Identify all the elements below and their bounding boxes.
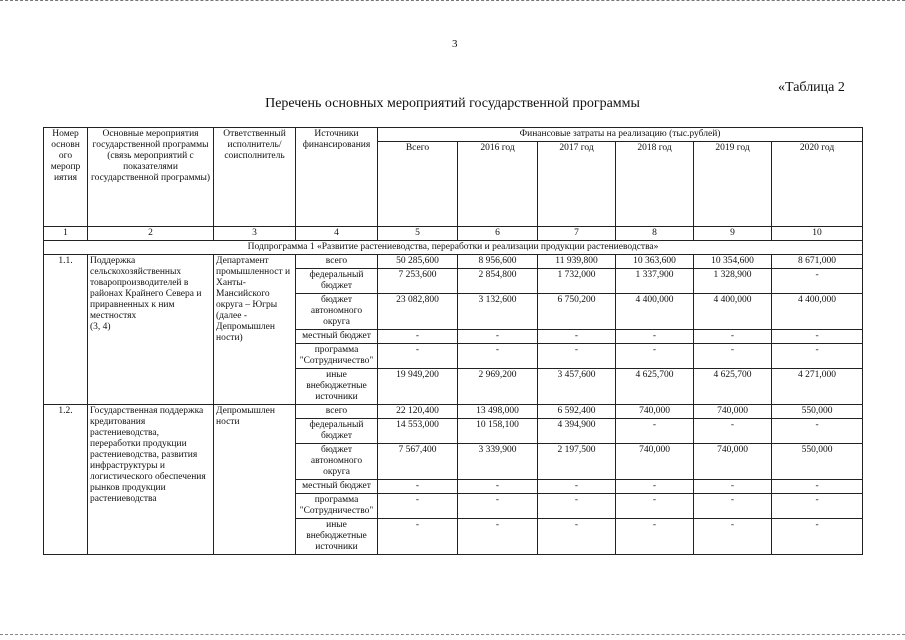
amount-cell: -	[772, 269, 863, 294]
index-cell: 10	[772, 227, 863, 241]
amount-cell: -	[458, 330, 538, 344]
amount-cell: 2 969,200	[458, 369, 538, 405]
funding-source: всего	[296, 255, 378, 269]
amount-cell: 13 498,000	[458, 405, 538, 419]
amount-cell: -	[538, 519, 616, 555]
header-col-resp: Ответственный исполнитель/ соисполнитель	[214, 128, 296, 227]
amount-cell: 1 337,900	[616, 269, 694, 294]
amount-cell: -	[772, 519, 863, 555]
index-cell: 1	[44, 227, 88, 241]
funding-source: федеральный бюджет	[296, 419, 378, 444]
amount-cell: 2 197,500	[538, 444, 616, 480]
table-row	[44, 405, 863, 419]
table-note: «Таблица 2	[778, 80, 845, 95]
header-year: 2019 год	[694, 142, 772, 227]
amount-cell: 4 625,700	[694, 369, 772, 405]
funding-source: всего	[296, 405, 378, 419]
amount-cell: 11 939,800	[538, 255, 616, 269]
amount-cell: 10 158,100	[458, 419, 538, 444]
header-col-no: Номер основн ого меропр иятия	[44, 128, 88, 227]
amount-cell: -	[694, 480, 772, 494]
scan-top-edge	[0, 0, 905, 5]
amount-cell: -	[694, 494, 772, 519]
amount-cell: 4 394,900	[538, 419, 616, 444]
header-year: Всего	[378, 142, 458, 227]
index-cell: 2	[88, 227, 214, 241]
header-year: 2020 год	[772, 142, 863, 227]
amount-cell: -	[378, 480, 458, 494]
amount-cell: 740,000	[694, 444, 772, 480]
amount-cell: 3 132,600	[458, 294, 538, 330]
index-cell: 4	[296, 227, 378, 241]
amount-cell: 23 082,800	[378, 294, 458, 330]
amount-cell: -	[378, 494, 458, 519]
funding-source: местный бюджет	[296, 330, 378, 344]
amount-cell: 8 671,000	[772, 255, 863, 269]
amount-cell: 6 592,400	[538, 405, 616, 419]
header-year: 2017 год	[538, 142, 616, 227]
amount-cell: -	[378, 519, 458, 555]
amount-cell: -	[458, 344, 538, 369]
amount-cell: -	[694, 519, 772, 555]
activity-name: Поддержка сельскохозяйственных товаропроизводителей в районах Крайнего Севера и приравненных к ним местностях (3, 4)	[88, 255, 214, 405]
funding-source: программа "Сотрудничество"	[296, 344, 378, 369]
amount-cell: 22 120,400	[378, 405, 458, 419]
amount-cell: -	[694, 330, 772, 344]
amount-cell: 50 285,600	[378, 255, 458, 269]
index-row	[44, 227, 863, 241]
header-col-fin: Финансовые затраты на реализацию (тыс.рублей)	[378, 128, 863, 142]
amount-cell: -	[378, 344, 458, 369]
subprogram-title: Подпрограмма 1 «Развитие растениеводства, переработки и реализации продукции растениеводства»	[44, 241, 863, 255]
amount-cell: -	[694, 344, 772, 369]
amount-cell: 10 354,600	[694, 255, 772, 269]
amount-cell: 740,000	[616, 444, 694, 480]
amount-cell: -	[772, 344, 863, 369]
funding-source: иные внебюджетные источники	[296, 369, 378, 405]
amount-cell: 7 567,400	[378, 444, 458, 480]
amount-cell: 14 553,000	[378, 419, 458, 444]
amount-cell: -	[616, 330, 694, 344]
amount-cell: 1 328,900	[694, 269, 772, 294]
amount-cell: 4 400,000	[772, 294, 863, 330]
amount-cell: 550,000	[772, 405, 863, 419]
index-cell: 3	[214, 227, 296, 241]
amount-cell: -	[378, 330, 458, 344]
index-cell: 5	[378, 227, 458, 241]
funding-source: программа "Сотрудничество"	[296, 494, 378, 519]
amount-cell: -	[458, 480, 538, 494]
activity-number: 1.1.	[44, 255, 88, 405]
amount-cell: 550,000	[772, 444, 863, 480]
amount-cell: 2 854,800	[458, 269, 538, 294]
page-title: Перечень основных мероприятий государственной программы	[265, 96, 640, 111]
amount-cell: -	[772, 494, 863, 519]
amount-cell: 1 732,000	[538, 269, 616, 294]
amount-cell: 4 400,000	[694, 294, 772, 330]
amount-cell: -	[772, 330, 863, 344]
amount-cell: -	[538, 480, 616, 494]
amount-cell: 3 457,600	[538, 369, 616, 405]
amount-cell: -	[458, 494, 538, 519]
header-col-src: Источники финансирования	[296, 128, 378, 227]
amount-cell: -	[538, 330, 616, 344]
amount-cell: -	[616, 419, 694, 444]
funding-source: федеральный бюджет	[296, 269, 378, 294]
index-cell: 8	[616, 227, 694, 241]
program-table	[43, 127, 863, 555]
amount-cell: 3 339,900	[458, 444, 538, 480]
page-number: 3	[452, 38, 458, 50]
activity-name: Государственная поддержка кредитования растениеводства, переработки продукции растениеводства, развития инфраструктуры и логистического обеспечения рынков продукции растениеводства	[88, 405, 214, 555]
amount-cell: 10 363,600	[616, 255, 694, 269]
amount-cell: 4 271,000	[772, 369, 863, 405]
amount-cell: 4 625,700	[616, 369, 694, 405]
header-row	[44, 128, 863, 142]
index-cell: 7	[538, 227, 616, 241]
amount-cell: -	[538, 494, 616, 519]
activity-responsible: Депромышлен ности	[214, 405, 296, 555]
amount-cell: -	[616, 480, 694, 494]
amount-cell: -	[772, 419, 863, 444]
amount-cell: -	[616, 344, 694, 369]
amount-cell: -	[616, 519, 694, 555]
activity-number: 1.2.	[44, 405, 88, 555]
header-year: 2018 год	[616, 142, 694, 227]
header-year: 2016 год	[458, 142, 538, 227]
header-col-main: Основные мероприятия государственной программы (связь мероприятий с показателями государственной программы)	[88, 128, 214, 227]
index-cell: 6	[458, 227, 538, 241]
funding-source: бюджет автономного округа	[296, 444, 378, 480]
amount-cell: 740,000	[616, 405, 694, 419]
subprogram-row	[44, 241, 863, 255]
table-row	[44, 255, 863, 269]
amount-cell: 19 949,200	[378, 369, 458, 405]
amount-cell: -	[458, 519, 538, 555]
scan-bottom-edge	[0, 634, 905, 636]
amount-cell: 740,000	[694, 405, 772, 419]
index-cell: 9	[694, 227, 772, 241]
amount-cell: -	[538, 344, 616, 369]
funding-source: местный бюджет	[296, 480, 378, 494]
amount-cell: -	[694, 419, 772, 444]
funding-source: бюджет автономного округа	[296, 294, 378, 330]
amount-cell: 8 956,600	[458, 255, 538, 269]
funding-source: иные внебюджетные источники	[296, 519, 378, 555]
activity-responsible: Департамент промышленност и Ханты-Мансийского округа – Югры (далее - Депромышлен ности)	[214, 255, 296, 405]
amount-cell: -	[616, 494, 694, 519]
amount-cell: 4 400,000	[616, 294, 694, 330]
amount-cell: -	[772, 480, 863, 494]
amount-cell: 7 253,600	[378, 269, 458, 294]
amount-cell: 6 750,200	[538, 294, 616, 330]
